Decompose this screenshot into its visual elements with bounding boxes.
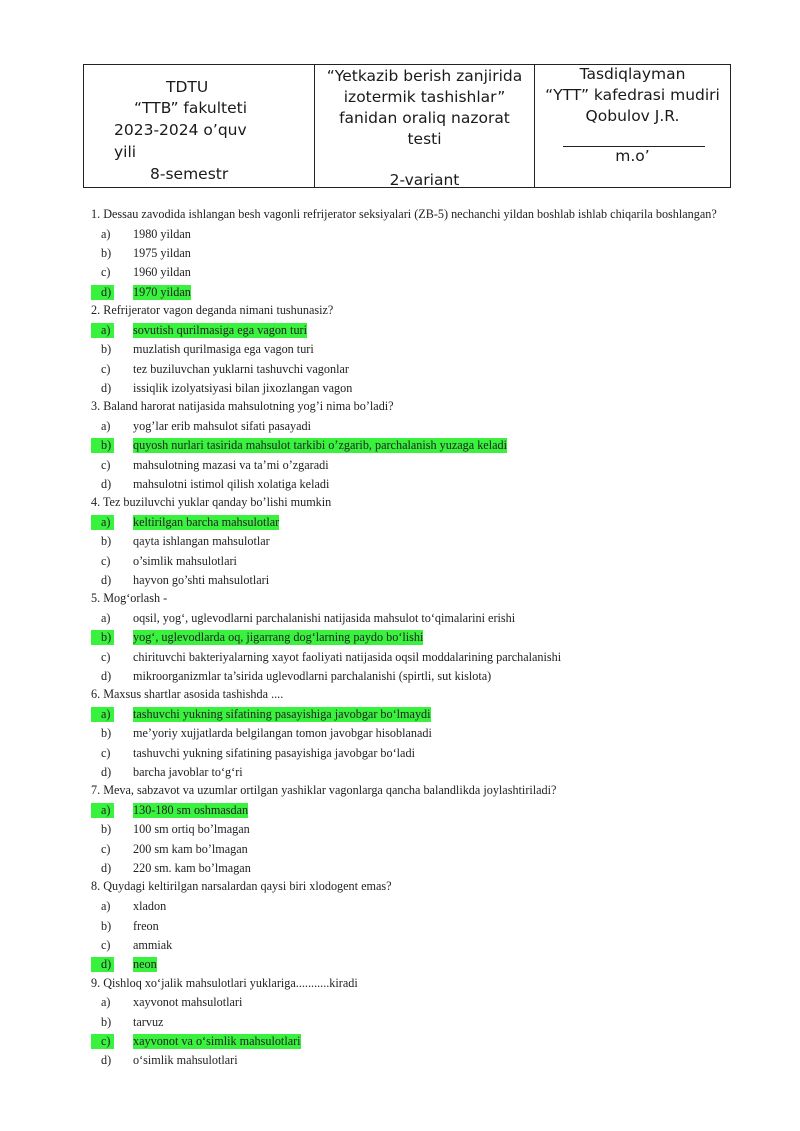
option-text: issiqlik izolyatsiyasi bilan jixozlangan vagon	[133, 380, 353, 395]
option-text: o’simlik mahsulotlari	[133, 553, 237, 568]
option-letter: d)	[101, 573, 112, 588]
option-letter: b)	[101, 1014, 112, 1029]
option-text: tarvuz	[133, 1014, 164, 1029]
option-text: muzlatish qurilmasiga ega vagon turi	[133, 342, 314, 357]
option-text: 130-180 sm oshmasdan	[133, 803, 249, 818]
option-text: 1960 yildan	[133, 265, 191, 280]
option-letter: b)	[101, 342, 112, 357]
answer-option	[91, 417, 731, 436]
course-title-line3: fanidan oraliq nazorat	[339, 109, 510, 127]
approval-department: “YTT” kafedrasi mudiri	[545, 86, 720, 104]
option-text: yog‘, uglevodlarda oq, jigarrang dog‘larning paydo bo‘lishi	[133, 630, 424, 645]
option-text: barcha javoblar to‘g‘ri	[133, 765, 243, 780]
question-text: 8. Quydagi keltirilgan narsalardan qaysi biri xlodogent emas?	[91, 879, 392, 894]
question-block	[91, 591, 731, 686]
approver-name: Qobulov J.R.	[585, 107, 680, 125]
option-letter: a)	[91, 515, 114, 530]
option-letter: d)	[101, 669, 112, 684]
question-text: 4. Tez buziluvchi yuklar qanday bo’lishi mumkin	[91, 495, 332, 510]
answer-option	[91, 263, 731, 282]
answer-option-correct	[91, 1032, 731, 1051]
option-letter: d)	[91, 957, 114, 972]
approval-title: Tasdiqlayman	[579, 65, 686, 83]
option-letter: a)	[101, 899, 111, 914]
answer-option	[91, 744, 731, 763]
answer-option-correct	[91, 628, 731, 647]
option-letter: b)	[101, 246, 112, 261]
question-block	[91, 687, 731, 782]
option-text: keltirilgan barcha mahsulotlar	[133, 514, 280, 529]
option-letter: c)	[101, 265, 111, 280]
question-text: 5. Mog‘orlash -	[91, 591, 168, 606]
option-text: 200 sm kam bo’lmagan	[133, 841, 248, 856]
option-letter: c)	[101, 937, 111, 952]
option-text: chirituvchi bakteriyalarning xayot faoliyati natijasida oqsil moddalarining parchalanishi	[133, 649, 562, 664]
option-letter: b)	[101, 918, 112, 933]
option-text: tashuvchi yukning sifatining pasayishiga javobgar bo‘ladi	[133, 745, 415, 760]
answer-option-correct	[91, 436, 731, 455]
option-letter: b)	[101, 726, 112, 741]
option-letter: a)	[91, 803, 114, 818]
answer-option	[91, 667, 731, 686]
question-block	[91, 783, 731, 878]
header-table	[83, 64, 731, 188]
option-text: freon	[133, 918, 159, 933]
answer-option	[91, 609, 731, 628]
option-text: 220 sm. kam bo’lmagan	[133, 861, 251, 876]
question-block	[91, 207, 731, 302]
option-letter: a)	[91, 707, 114, 722]
option-letter: c)	[101, 361, 111, 376]
answer-option	[91, 379, 731, 398]
option-letter: d)	[91, 285, 114, 300]
option-letter: b)	[91, 630, 114, 645]
answer-option	[91, 475, 731, 494]
answer-option	[91, 724, 731, 743]
question-text: 1. Dessau zavodida ishlangan besh vagonli refrijerator seksiyalari (ZB-5) nechanchi yildan boshlab ishlab chiqarila boshlangan?	[91, 207, 717, 221]
answer-option	[91, 1051, 731, 1070]
answer-option	[91, 763, 731, 782]
question-text: 3. Baland harorat natijasida mahsulotning yog’i nima bo’ladi?	[91, 399, 394, 414]
question-text: 7. Meva, sabzavot va uzumlar ortilgan yashiklar vagonlarga qancha balandlikda joylashtiriladi?	[91, 783, 557, 798]
option-text: xladon	[133, 899, 167, 914]
answer-option-correct	[91, 321, 731, 340]
answer-option	[91, 993, 731, 1012]
question-block	[91, 879, 731, 974]
option-letter: a)	[101, 995, 111, 1010]
option-text: tez buziluvchan yuklarni tashuvchi vagonlar	[133, 361, 349, 376]
option-text: mahsulotning mazasi va ta’mi o’zgaradi	[133, 457, 329, 472]
option-text: o‘simlik mahsulotlari	[133, 1053, 238, 1068]
answer-option	[91, 820, 731, 839]
answer-option	[91, 455, 731, 474]
question-text: 6. Maxsus shartlar asosida tashishda ....	[91, 687, 284, 702]
answer-option	[91, 551, 731, 570]
option-letter: d)	[101, 1053, 112, 1068]
answer-option	[91, 225, 731, 244]
answer-option	[91, 916, 731, 935]
option-text: mahsulotni istimol qilish xolatiga keladi	[133, 476, 330, 491]
question-block	[91, 495, 731, 590]
question-block	[91, 303, 731, 398]
semester: 8-semestr	[150, 165, 229, 183]
answer-option	[91, 936, 731, 955]
option-text: xayvonot mahsulotlari	[133, 995, 243, 1010]
option-letter: b)	[101, 822, 112, 837]
question-text: 2. Refrijerator vagon deganda nimani tushunasiz?	[91, 303, 334, 318]
option-letter: a)	[101, 418, 111, 433]
question-text: 9. Qishloq xo‘jalik mahsulotlari yuklariga...........kiradi	[91, 975, 358, 990]
option-letter: d)	[101, 476, 112, 491]
option-letter: c)	[101, 649, 111, 664]
answer-option-correct	[91, 283, 731, 302]
option-letter: d)	[101, 380, 112, 395]
answer-option	[91, 897, 731, 916]
course-title-line2: izotermik tashishlar”	[343, 88, 506, 106]
answer-option-correct	[91, 801, 731, 820]
header-middle-cell	[314, 65, 534, 187]
option-text: qayta ishlangan mahsulotlar	[133, 534, 270, 549]
academic-year-suffix: yili	[114, 143, 137, 161]
question-block	[91, 399, 731, 494]
option-letter: c)	[91, 1034, 114, 1049]
option-letter: a)	[91, 323, 114, 338]
answer-option	[91, 1012, 731, 1031]
option-text: neon	[133, 957, 157, 972]
option-text: hayvon go’shti mahsulotlari	[133, 573, 270, 588]
answer-option-correct	[91, 513, 731, 532]
option-letter: b)	[101, 534, 112, 549]
option-text: me’yoriy xujjatlarda belgilangan tomon javobgar hisoblanadi	[133, 726, 432, 741]
option-text: 100 sm ortiq bo’lmagan	[133, 822, 250, 837]
option-text: oqsil, yog‘, uglevodlarni parchalanishi natijasida mahsulot to‘qimalarini erishi	[133, 610, 516, 625]
answer-option	[91, 648, 731, 667]
answer-option	[91, 244, 731, 263]
faculty-name: “TTB” fakulteti	[134, 99, 248, 117]
answer-option	[91, 859, 731, 878]
course-title-line4: testi	[407, 130, 442, 148]
option-letter: c)	[101, 745, 111, 760]
answer-option	[91, 571, 731, 590]
option-text: sovutish qurilmasiga ega vagon turi	[133, 322, 307, 337]
answer-option	[91, 359, 731, 378]
option-letter: c)	[101, 841, 111, 856]
option-text: 1980 yildan	[133, 226, 191, 241]
answer-option	[91, 532, 731, 551]
option-letter: a)	[101, 610, 111, 625]
option-text: 1975 yildan	[133, 246, 191, 261]
option-letter: b)	[91, 438, 114, 453]
answer-option	[91, 840, 731, 859]
option-text: mikroorganizmlar ta’sirida uglevodlarni parchalanishi (spirtli, sut kislota)	[133, 669, 492, 684]
option-letter: d)	[101, 861, 112, 876]
answer-option-correct	[91, 705, 731, 724]
option-text: xayvonot va o‘simlik mahsulotlari	[133, 1033, 301, 1048]
header-left-cell	[84, 65, 314, 187]
course-title-line1: “Yetkazib berish zanjirida	[326, 67, 523, 85]
question-list	[91, 206, 731, 1071]
academic-year: 2023-2024 o’quv	[114, 121, 247, 139]
answer-option	[91, 340, 731, 359]
option-letter: c)	[101, 457, 111, 472]
option-text: tashuvchi yukning sifatining pasayishiga javobgar bo‘lmaydi	[133, 707, 431, 721]
option-letter: c)	[101, 553, 111, 568]
stamp-place-label: m.o’	[615, 147, 650, 165]
university-name: TDTU	[166, 78, 209, 96]
header-right-cell	[534, 65, 730, 187]
answer-option-correct	[91, 955, 731, 974]
option-text: yog’lar erib mahsulot sifati pasayadi	[133, 418, 312, 433]
option-letter: a)	[101, 226, 111, 241]
option-text: 1970 yildan	[133, 284, 191, 299]
option-text: ammiak	[133, 937, 173, 952]
option-letter: d)	[101, 765, 112, 780]
option-text: quyosh nurlari tasirida mahsulot tarkibi o’zgarib, parchalanish yuzaga keladi	[133, 438, 507, 453]
question-block	[91, 976, 731, 1071]
variant-label: 2-variant	[389, 171, 460, 189]
